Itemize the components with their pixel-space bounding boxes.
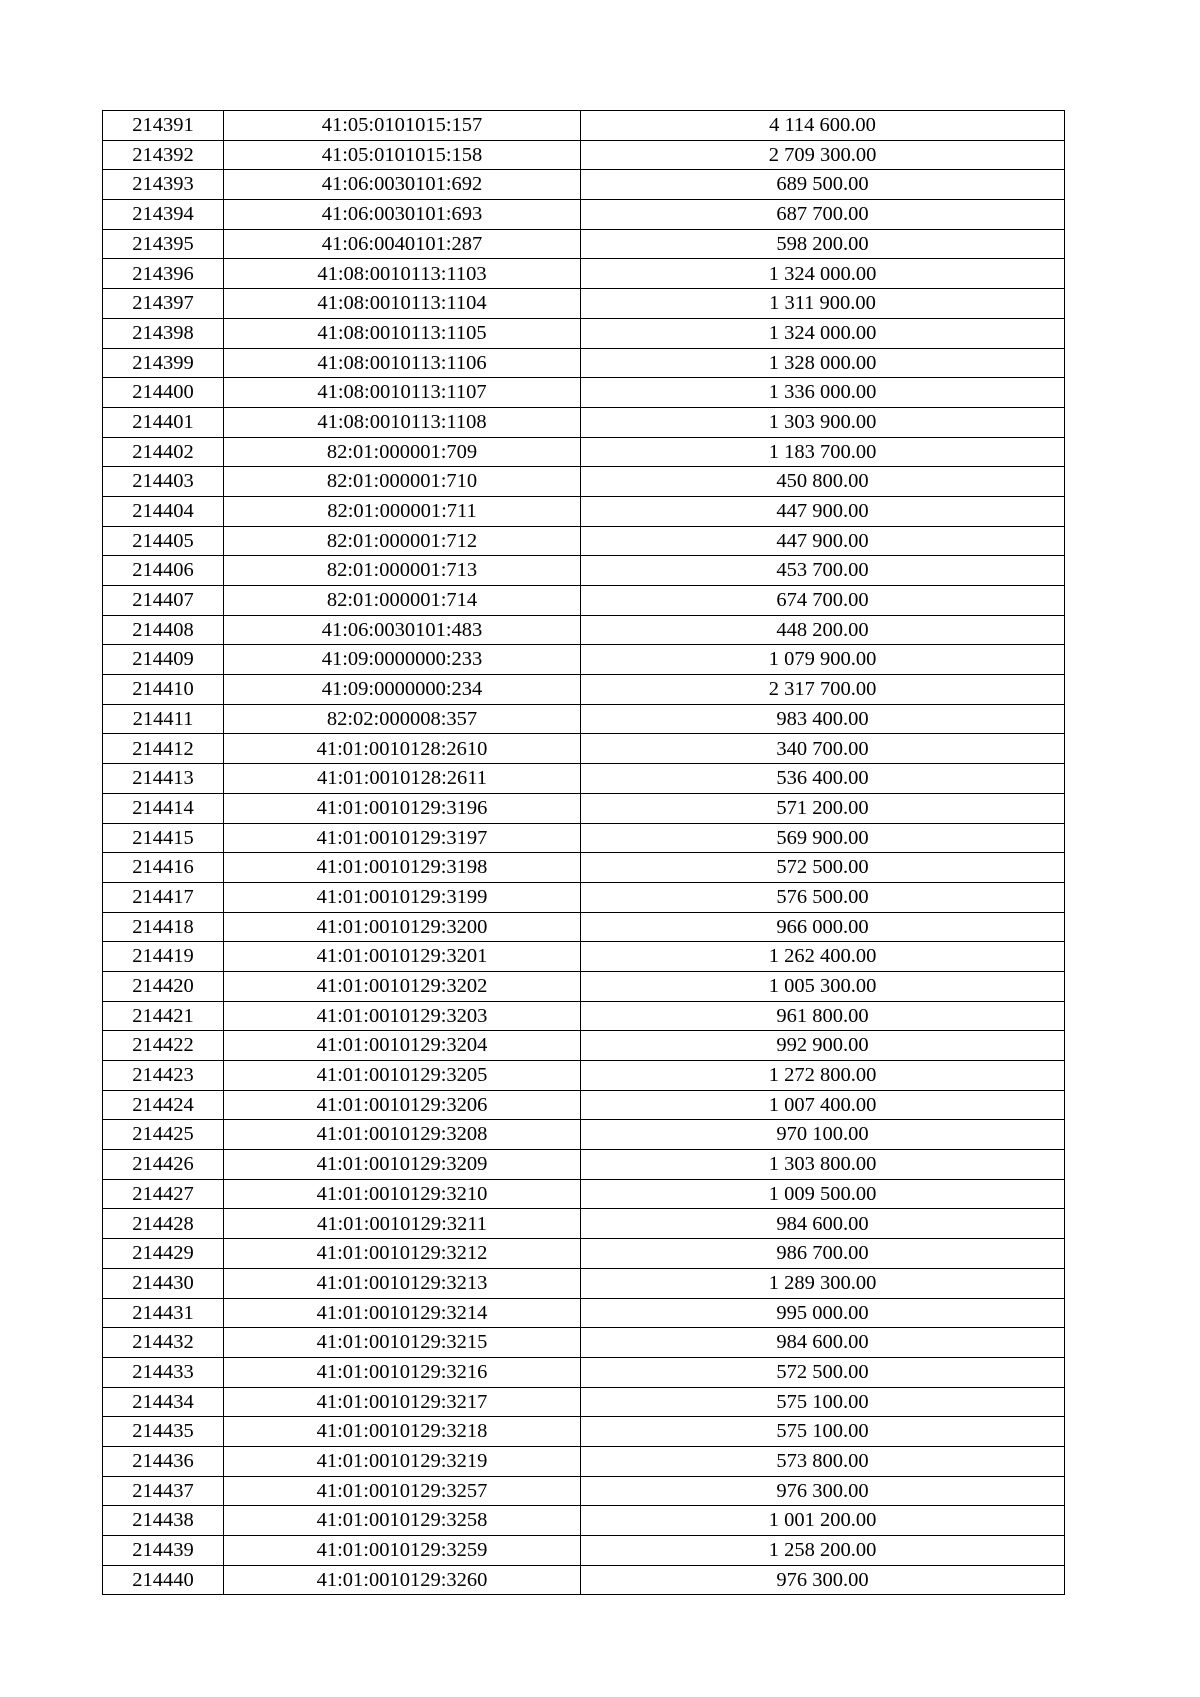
table-row — [103, 111, 1065, 141]
cadastral-value-cell: 1 262 400.00 — [581, 942, 1065, 972]
cadastral-number-cell: 41:01:0010129:3205 — [224, 1061, 581, 1091]
table-row — [103, 496, 1065, 526]
table-row — [103, 912, 1065, 942]
cadastral-number-cell: 41:01:0010129:3199 — [224, 882, 581, 912]
table-row — [103, 1179, 1065, 1209]
table-row — [103, 1209, 1065, 1239]
cadastral-number-cell: 41:01:0010129:3206 — [224, 1090, 581, 1120]
row-number-cell: 214409 — [103, 645, 224, 675]
table-row — [103, 882, 1065, 912]
cadastral-value-cell: 687 700.00 — [581, 200, 1065, 230]
table-row — [103, 823, 1065, 853]
cadastral-number-cell: 41:01:0010129:3203 — [224, 1001, 581, 1031]
row-number-cell: 214420 — [103, 971, 224, 1001]
cadastral-value-cell: 447 900.00 — [581, 496, 1065, 526]
table-row — [103, 942, 1065, 972]
cadastral-number-cell: 41:01:0010129:3204 — [224, 1031, 581, 1061]
cadastral-number-cell: 41:08:0010113:1105 — [224, 318, 581, 348]
row-number-cell: 214398 — [103, 318, 224, 348]
cadastral-value-cell: 1 001 200.00 — [581, 1506, 1065, 1536]
cadastral-number-cell: 41:01:0010129:3213 — [224, 1268, 581, 1298]
cadastral-value-cell: 4 114 600.00 — [581, 111, 1065, 141]
cadastral-number-cell: 82:02:000008:357 — [224, 704, 581, 734]
cadastral-number-cell: 41:08:0010113:1104 — [224, 289, 581, 319]
table-row — [103, 1090, 1065, 1120]
row-number-cell: 214397 — [103, 289, 224, 319]
cadastral-value-cell: 1 336 000.00 — [581, 378, 1065, 408]
row-number-cell: 214393 — [103, 170, 224, 200]
table-row — [103, 140, 1065, 170]
cadastral-value-cell: 966 000.00 — [581, 912, 1065, 942]
table-row — [103, 1506, 1065, 1536]
cadastral-value-cell: 572 500.00 — [581, 1357, 1065, 1387]
cadastral-number-cell: 41:06:0030101:692 — [224, 170, 581, 200]
cadastral-number-cell: 41:01:0010129:3210 — [224, 1179, 581, 1209]
cadastral-value-cell: 1 289 300.00 — [581, 1268, 1065, 1298]
cadastral-number-cell: 41:01:0010129:3198 — [224, 853, 581, 883]
cadastral-number-cell: 41:05:0101015:157 — [224, 111, 581, 141]
cadastral-number-cell: 41:01:0010129:3218 — [224, 1417, 581, 1447]
cadastral-number-cell: 82:01:000001:714 — [224, 586, 581, 616]
row-number-cell: 214422 — [103, 1031, 224, 1061]
cadastral-value-cell: 1 324 000.00 — [581, 259, 1065, 289]
table-row — [103, 1268, 1065, 1298]
cadastral-number-cell: 41:01:0010129:3201 — [224, 942, 581, 972]
table-row — [103, 1357, 1065, 1387]
cadastral-value-cell: 575 100.00 — [581, 1387, 1065, 1417]
table-row — [103, 1417, 1065, 1447]
cadastral-number-cell: 41:01:0010128:2611 — [224, 764, 581, 794]
cadastral-value-cell: 970 100.00 — [581, 1120, 1065, 1150]
cadastral-number-cell: 82:01:000001:712 — [224, 526, 581, 556]
row-number-cell: 214401 — [103, 407, 224, 437]
row-number-cell: 214391 — [103, 111, 224, 141]
row-number-cell: 214418 — [103, 912, 224, 942]
table-row — [103, 526, 1065, 556]
cadastral-value-cell: 992 900.00 — [581, 1031, 1065, 1061]
row-number-cell: 214432 — [103, 1328, 224, 1358]
cadastral-number-cell: 41:01:0010129:3259 — [224, 1536, 581, 1566]
cadastral-value-cell: 689 500.00 — [581, 170, 1065, 200]
cadastral-value-cell: 984 600.00 — [581, 1209, 1065, 1239]
cadastral-number-cell: 41:08:0010113:1106 — [224, 348, 581, 378]
cadastral-number-cell: 41:01:0010129:3214 — [224, 1298, 581, 1328]
cadastral-value-cell: 1 005 300.00 — [581, 971, 1065, 1001]
row-number-cell: 214403 — [103, 467, 224, 497]
cadastral-value-cell: 2 709 300.00 — [581, 140, 1065, 170]
cadastral-number-cell: 82:01:000001:713 — [224, 556, 581, 586]
row-number-cell: 214419 — [103, 942, 224, 972]
table-row — [103, 437, 1065, 467]
cadastral-value-cell: 674 700.00 — [581, 586, 1065, 616]
row-number-cell: 214392 — [103, 140, 224, 170]
cadastral-value-cell: 450 800.00 — [581, 467, 1065, 497]
cadastral-value-cell: 598 200.00 — [581, 229, 1065, 259]
cadastral-number-cell: 41:01:0010129:3260 — [224, 1565, 581, 1595]
cadastral-number-cell: 41:06:0030101:693 — [224, 200, 581, 230]
table-row — [103, 259, 1065, 289]
table-row — [103, 971, 1065, 1001]
row-number-cell: 214439 — [103, 1536, 224, 1566]
table-row — [103, 704, 1065, 734]
cadastral-number-cell: 41:01:0010129:3209 — [224, 1150, 581, 1180]
cadastral-number-cell: 41:01:0010129:3197 — [224, 823, 581, 853]
cadastral-number-cell: 41:01:0010129:3215 — [224, 1328, 581, 1358]
row-number-cell: 214402 — [103, 437, 224, 467]
cadastral-value-cell: 448 200.00 — [581, 615, 1065, 645]
cadastral-value-cell: 1 183 700.00 — [581, 437, 1065, 467]
table-row — [103, 615, 1065, 645]
row-number-cell: 214424 — [103, 1090, 224, 1120]
cadastral-value-cell: 447 900.00 — [581, 526, 1065, 556]
table-row — [103, 289, 1065, 319]
row-number-cell: 214417 — [103, 882, 224, 912]
cadastral-value-table — [102, 110, 1065, 1595]
table-row — [103, 1001, 1065, 1031]
cadastral-value-cell: 1 311 900.00 — [581, 289, 1065, 319]
cadastral-number-cell: 41:09:0000000:233 — [224, 645, 581, 675]
cadastral-number-cell: 41:08:0010113:1107 — [224, 378, 581, 408]
cadastral-value-cell: 1 303 800.00 — [581, 1150, 1065, 1180]
table-row — [103, 1328, 1065, 1358]
row-number-cell: 214413 — [103, 764, 224, 794]
row-number-cell: 214400 — [103, 378, 224, 408]
row-number-cell: 214434 — [103, 1387, 224, 1417]
table-row — [103, 556, 1065, 586]
cadastral-number-cell: 41:01:0010129:3219 — [224, 1446, 581, 1476]
row-number-cell: 214394 — [103, 200, 224, 230]
row-number-cell: 214408 — [103, 615, 224, 645]
cadastral-value-cell: 572 500.00 — [581, 853, 1065, 883]
cadastral-number-cell: 41:01:0010129:3258 — [224, 1506, 581, 1536]
table-row — [103, 793, 1065, 823]
row-number-cell: 214416 — [103, 853, 224, 883]
table-row — [103, 170, 1065, 200]
row-number-cell: 214425 — [103, 1120, 224, 1150]
cadastral-value-cell: 1 303 900.00 — [581, 407, 1065, 437]
table-row — [103, 1150, 1065, 1180]
row-number-cell: 214407 — [103, 586, 224, 616]
table-row — [103, 1565, 1065, 1595]
cadastral-value-cell: 976 300.00 — [581, 1476, 1065, 1506]
table-row — [103, 1298, 1065, 1328]
row-number-cell: 214428 — [103, 1209, 224, 1239]
cadastral-number-cell: 41:01:0010129:3212 — [224, 1239, 581, 1269]
cadastral-value-cell: 1 009 500.00 — [581, 1179, 1065, 1209]
table-row — [103, 229, 1065, 259]
row-number-cell: 214426 — [103, 1150, 224, 1180]
cadastral-value-cell: 1 272 800.00 — [581, 1061, 1065, 1091]
row-number-cell: 214414 — [103, 793, 224, 823]
row-number-cell: 214436 — [103, 1446, 224, 1476]
table-body — [103, 111, 1065, 1595]
table-row — [103, 853, 1065, 883]
cadastral-value-cell: 976 300.00 — [581, 1565, 1065, 1595]
cadastral-value-cell: 961 800.00 — [581, 1001, 1065, 1031]
row-number-cell: 214411 — [103, 704, 224, 734]
cadastral-value-cell: 1 079 900.00 — [581, 645, 1065, 675]
cadastral-number-cell: 41:01:0010129:3208 — [224, 1120, 581, 1150]
cadastral-number-cell: 82:01:000001:710 — [224, 467, 581, 497]
table-row — [103, 1536, 1065, 1566]
table-row — [103, 1031, 1065, 1061]
table-row — [103, 318, 1065, 348]
table-row — [103, 1061, 1065, 1091]
cadastral-number-cell: 41:01:0010129:3202 — [224, 971, 581, 1001]
cadastral-value-cell: 453 700.00 — [581, 556, 1065, 586]
row-number-cell: 214438 — [103, 1506, 224, 1536]
cadastral-value-cell: 1 324 000.00 — [581, 318, 1065, 348]
row-number-cell: 214404 — [103, 496, 224, 526]
row-number-cell: 214435 — [103, 1417, 224, 1447]
row-number-cell: 214437 — [103, 1476, 224, 1506]
table-row — [103, 348, 1065, 378]
cadastral-value-cell: 576 500.00 — [581, 882, 1065, 912]
table-row — [103, 378, 1065, 408]
cadastral-value-cell: 995 000.00 — [581, 1298, 1065, 1328]
row-number-cell: 214396 — [103, 259, 224, 289]
cadastral-number-cell: 41:08:0010113:1108 — [224, 407, 581, 437]
row-number-cell: 214406 — [103, 556, 224, 586]
cadastral-value-cell: 986 700.00 — [581, 1239, 1065, 1269]
cadastral-number-cell: 41:01:0010129:3200 — [224, 912, 581, 942]
cadastral-number-cell: 41:06:0030101:483 — [224, 615, 581, 645]
row-number-cell: 214412 — [103, 734, 224, 764]
cadastral-value-cell: 983 400.00 — [581, 704, 1065, 734]
cadastral-number-cell: 41:01:0010129:3196 — [224, 793, 581, 823]
table-row — [103, 586, 1065, 616]
cadastral-number-cell: 41:05:0101015:158 — [224, 140, 581, 170]
cadastral-value-cell: 575 100.00 — [581, 1417, 1065, 1447]
table-row — [103, 1476, 1065, 1506]
cadastral-value-cell: 573 800.00 — [581, 1446, 1065, 1476]
row-number-cell: 214433 — [103, 1357, 224, 1387]
table-row — [103, 407, 1065, 437]
row-number-cell: 214429 — [103, 1239, 224, 1269]
cadastral-value-cell: 1 328 000.00 — [581, 348, 1065, 378]
row-number-cell: 214427 — [103, 1179, 224, 1209]
cadastral-number-cell: 41:09:0000000:234 — [224, 675, 581, 705]
cadastral-value-cell: 536 400.00 — [581, 764, 1065, 794]
table-row — [103, 645, 1065, 675]
cadastral-number-cell: 82:01:000001:709 — [224, 437, 581, 467]
table-row — [103, 1239, 1065, 1269]
cadastral-value-cell: 340 700.00 — [581, 734, 1065, 764]
row-number-cell: 214423 — [103, 1061, 224, 1091]
table-row — [103, 1446, 1065, 1476]
row-number-cell: 214410 — [103, 675, 224, 705]
table-row — [103, 200, 1065, 230]
cadastral-number-cell: 82:01:000001:711 — [224, 496, 581, 526]
cadastral-number-cell: 41:01:0010129:3216 — [224, 1357, 581, 1387]
cadastral-value-cell: 571 200.00 — [581, 793, 1065, 823]
row-number-cell: 214440 — [103, 1565, 224, 1595]
cadastral-number-cell: 41:06:0040101:287 — [224, 229, 581, 259]
table-row — [103, 734, 1065, 764]
row-number-cell: 214399 — [103, 348, 224, 378]
table-row — [103, 764, 1065, 794]
cadastral-value-cell: 1 258 200.00 — [581, 1536, 1065, 1566]
cadastral-value-cell: 984 600.00 — [581, 1328, 1065, 1358]
row-number-cell: 214430 — [103, 1268, 224, 1298]
row-number-cell: 214421 — [103, 1001, 224, 1031]
row-number-cell: 214395 — [103, 229, 224, 259]
cadastral-number-cell: 41:01:0010129:3217 — [224, 1387, 581, 1417]
cadastral-number-cell: 41:08:0010113:1103 — [224, 259, 581, 289]
row-number-cell: 214415 — [103, 823, 224, 853]
cadastral-value-cell: 1 007 400.00 — [581, 1090, 1065, 1120]
cadastral-number-cell: 41:01:0010128:2610 — [224, 734, 581, 764]
table-row — [103, 1387, 1065, 1417]
cadastral-value-cell: 569 900.00 — [581, 823, 1065, 853]
table-row — [103, 1120, 1065, 1150]
cadastral-value-cell: 2 317 700.00 — [581, 675, 1065, 705]
table-row — [103, 467, 1065, 497]
row-number-cell: 214431 — [103, 1298, 224, 1328]
cadastral-number-cell: 41:01:0010129:3257 — [224, 1476, 581, 1506]
table-row — [103, 675, 1065, 705]
row-number-cell: 214405 — [103, 526, 224, 556]
cadastral-number-cell: 41:01:0010129:3211 — [224, 1209, 581, 1239]
